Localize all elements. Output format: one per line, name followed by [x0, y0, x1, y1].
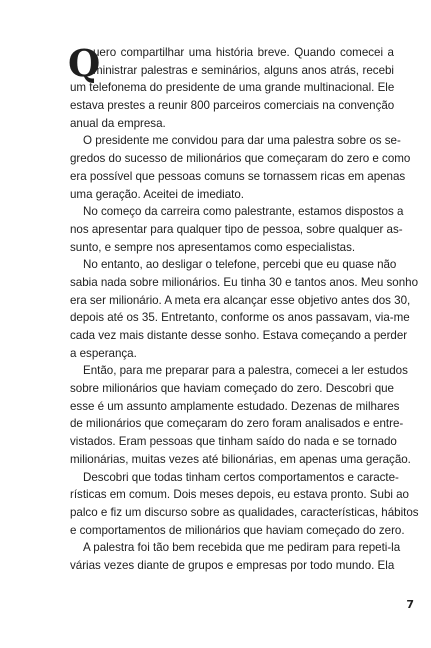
- text-line: e comportamentos de milionários que haviam começado do zero.: [70, 523, 405, 537]
- text-line: esse é um assunto amplamente estudado. Dezenas de milhares: [70, 399, 400, 413]
- text-line: gredos do sucesso de milionários que começaram do zero e como: [70, 152, 411, 166]
- text-line: palco e fiz um discurso sobre as qualidades, características, hábitos: [70, 505, 419, 519]
- text-line: Descobri que todas tinham certos comportamentos e caracte-: [83, 470, 399, 484]
- text-line: cada vez mais distante desse sonho. Estava começando a perder: [70, 329, 408, 342]
- text-line: sobre milionários que haviam começado do zero. Descobri que: [70, 382, 394, 396]
- text-line: estava prestes a reunir 800 parceiros comerciais na convenção: [70, 99, 395, 113]
- text-line: várias vezes diante de grupos e empresas por todo mundo. Ela: [70, 558, 395, 572]
- text-line: anual da empresa.: [70, 116, 166, 130]
- text-line: a esperança.: [70, 346, 137, 360]
- text-line: ministrar palestras e seminários, alguns anos atrás, recebi: [93, 63, 394, 77]
- body-text: [68, 41, 419, 575]
- text-line: No começo da carreira como palestrante, estamos dispostos a: [83, 205, 404, 219]
- text-line: depois até os 35. Entretanto, conforme os anos passavam, via-me: [70, 311, 410, 325]
- text-line: um telefonema do presidente de uma grande multinacional. Ele: [70, 81, 395, 95]
- text-line: uma geração. Aceitei de imediato.: [70, 187, 244, 201]
- text-line: A palestra foi tão bem recebida que me pediram para repeti-la: [83, 541, 401, 555]
- text-line: de milionários que começaram do zero foram analisados e entre-: [70, 417, 404, 431]
- text-line: milionárias, muitas vezes até bilionárias, em apenas uma geração.: [70, 452, 411, 466]
- text-line: sabia nada sobre milionários. Eu tinha 30 e tantos anos. Meu sonho: [70, 275, 419, 289]
- text-line: rísticas em comum. Dois meses depois, eu estava pronto. Subi ao: [70, 488, 409, 502]
- page-number: 7: [406, 598, 414, 611]
- text-line: era possível que pessoas comuns se tornassem ricas em apenas: [70, 169, 406, 183]
- text-line: uero compartilhar uma história breve. Quando comecei a: [93, 46, 394, 59]
- text-line: No entanto, ao desligar o telefone, percebi que eu quase não: [83, 258, 397, 272]
- text-line: sunto, e sempre nos apresentamos como especialistas.: [70, 240, 356, 254]
- text-line: vistados. Eram pessoas que tinham saído do nada e se tornado: [70, 435, 397, 449]
- text-line: era ser milionário. A meta era alcançar esse objetivo antes dos 30,: [70, 293, 411, 307]
- text-line: Então, para me preparar para a palestra, comecei a ler estudos: [83, 364, 408, 378]
- text-line: nos apresentar para qualquer tipo de pessoa, sobre qualquer as-: [70, 222, 403, 236]
- text-line: O presidente me convidou para dar uma palestra sobre os se-: [83, 134, 401, 148]
- drop-cap: Q: [68, 41, 101, 85]
